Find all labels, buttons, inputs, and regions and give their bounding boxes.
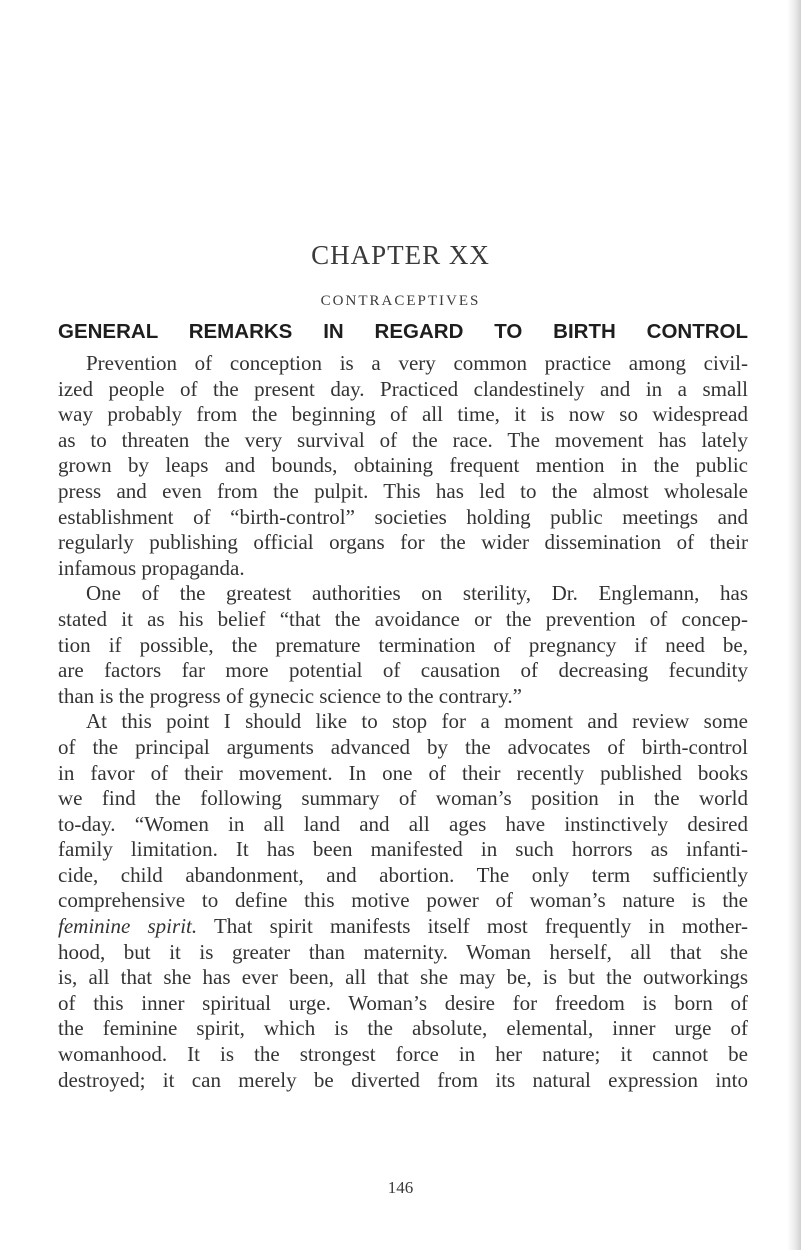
text-line: regularly publishing official organs for the wider dissemination of their [58, 530, 748, 555]
text-line: the feminine spirit, which is the absolute, elemental, inner urge of [58, 1016, 748, 1041]
text-line: infamous propaganda. [58, 555, 245, 580]
text-line: way probably from the beginning of all time, it is now so widespread [58, 402, 748, 427]
text-line: we find the following summary of woman’s position in the world [58, 786, 748, 811]
text-line: ized people of the present day. Practiced clandestinely and in a small [58, 376, 748, 401]
text-line: hood, but it is greater than maternity. Woman herself, all that she [58, 939, 748, 964]
text-line: of the principal arguments advanced by the advocates of birth-control [58, 734, 748, 759]
text-line: of this inner spiritual urge. Woman’s desire for freedom is born of [58, 990, 748, 1015]
text-line-with-emphasis [58, 914, 748, 940]
text-line-fragment: That spirit manifests itself most frequently in mother- [213, 914, 748, 939]
paragraph-1 [58, 351, 748, 581]
text-line: in favor of their movement. In one of their recently published books [58, 760, 748, 785]
text-line: tion if possible, the premature termination of pregnancy if need be, [58, 632, 748, 657]
text-line: stated it as his belief “that the avoidance or the prevention of concep- [58, 606, 748, 631]
page-number: 146 [387, 1178, 414, 1197]
text-line: family limitation. It has been manifested in such horrors as infanti- [58, 837, 748, 862]
emphasis-feminine-spirit: feminine spirit. [58, 914, 198, 939]
text-line: One of the greatest authorities on sterility, Dr. Englemann, has [86, 581, 748, 606]
text-line: establishment of “birth-control” societies holding public meetings and [58, 504, 748, 529]
body-text [58, 351, 748, 1093]
text-line: cide, child abandonment, and abortion. The only term sufficiently [58, 862, 748, 887]
text-line: womanhood. It is the strongest force in her nature; it cannot be [58, 1042, 748, 1067]
text-line: than is the progress of gynecic science to the contrary.” [58, 683, 522, 708]
text-line: as to threaten the very survival of the race. The movement has lately [58, 427, 748, 452]
text-line: At this point I should like to stop for a moment and review some [86, 709, 748, 734]
text-line: press and even from the pulpit. This has led to the almost wholesale [58, 478, 748, 503]
text-line: comprehensive to define this motive power of woman’s nature is the [58, 888, 748, 913]
chapter-subtitle: CONTRACEPTIVES [320, 293, 481, 309]
section-heading: GENERAL REMARKS IN REGARD TO BIRTH CONTROL [58, 320, 748, 343]
text-line: Prevention of conception is a very common practice among civil- [86, 351, 748, 375]
page-edge-shadow [787, 0, 801, 1250]
text-line: is, all that she has ever been, all that she may be, is but the outworkings [58, 965, 748, 990]
paragraph-2 [58, 581, 748, 709]
text-line: destroyed; it can merely be diverted from its natural expression into [58, 1067, 748, 1092]
text-line: are factors far more potential of causation of decreasing fecundity [58, 658, 748, 683]
text-line: to-day. “Women in all land and all ages have instinctively desired [58, 811, 748, 836]
paragraph-3 [58, 709, 748, 1093]
chapter-title: CHAPTER XX [311, 240, 490, 270]
text-line: grown by leaps and bounds, obtaining frequent mention in the public [58, 453, 748, 478]
